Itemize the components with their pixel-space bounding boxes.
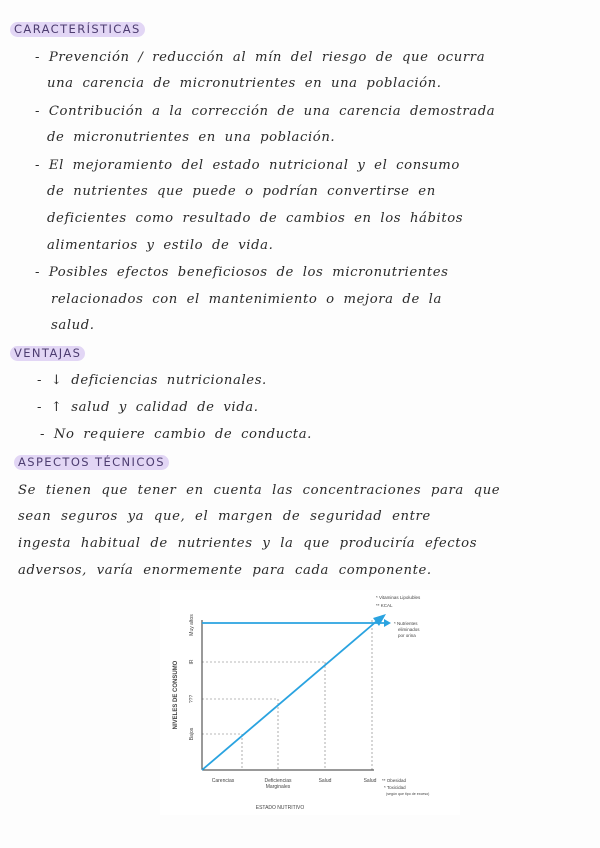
annotation: por orina	[398, 633, 416, 638]
annotation: ** KCAL	[376, 603, 393, 608]
annotation: * Nutrientes	[394, 621, 418, 626]
nutrition-diagram	[160, 590, 460, 815]
x-label: Carencias	[211, 778, 235, 784]
y-axis-title: NIVELES DE CONSUMO	[173, 660, 179, 730]
annotation: * Toxicidad	[384, 785, 406, 790]
text-line: - ↓ deficiencias nutricionales.	[37, 373, 267, 388]
y-level-label: Bajos	[189, 727, 195, 741]
x-label: Marginales	[265, 784, 291, 790]
text-line: de micronutrientes en una población.	[47, 130, 336, 145]
section-heading-aspectos-tecnicos: ASPECTOS TÉCNICOS	[14, 455, 169, 470]
y-level-label: ???	[189, 694, 195, 704]
text-line: - Contribución a la corrección de una carencia demostrada	[35, 104, 496, 119]
x-label: Salud	[363, 778, 377, 784]
text-line: Se tienen que tener en cuenta las concentraciones para que	[18, 483, 501, 498]
x-label: Deficiencias	[264, 778, 292, 784]
text-line: - Prevención / reducción al mín del riesgo de que ocurra	[35, 50, 486, 65]
text-line: de nutrientes que puede o podrían convertirse en	[47, 184, 436, 199]
text-line: - ↑ salud y calidad de vida.	[37, 400, 259, 415]
section-heading-caracteristicas: CARACTERÍSTICAS	[10, 22, 145, 37]
annotation: ** Obesidad	[382, 778, 407, 783]
text-line: - El mejoramiento del estado nutricional y el consumo	[35, 158, 460, 173]
text-line: relacionados con el mantenimiento o mejora de la	[51, 292, 442, 307]
annotation: * Vitaminas Lipolubles	[376, 595, 421, 600]
text-line: sean seguros ya que, el margen de seguridad entre	[18, 509, 431, 524]
text-line: alimentarios y estilo de vida.	[47, 238, 274, 253]
section-heading-ventajas: VENTAJAS	[10, 346, 85, 361]
text-line: adversos, varía enormemente para cada componente.	[18, 563, 432, 578]
text-line: - No requiere cambio de conducta.	[40, 427, 312, 442]
y-level-label: Muy altos	[189, 614, 195, 636]
y-level-label: IR	[189, 659, 195, 665]
text-line: salud.	[51, 318, 95, 333]
annotation: (según que tipo de exceso)	[386, 792, 430, 796]
x-label: Salud	[318, 778, 332, 784]
annotation: eliminados	[398, 627, 420, 632]
text-line: deficientes como resultado de cambios en los hábitos	[47, 211, 464, 226]
text-line: una carencia de micronutrientes en una población.	[47, 76, 442, 91]
text-line: ingesta habitual de nutrientes y la que produciría efectos	[18, 536, 478, 551]
text-line: - Posibles efectos beneficiosos de los micronutrientes	[35, 265, 449, 280]
x-axis-title: ESTADO NUTRITIVO	[255, 805, 305, 811]
